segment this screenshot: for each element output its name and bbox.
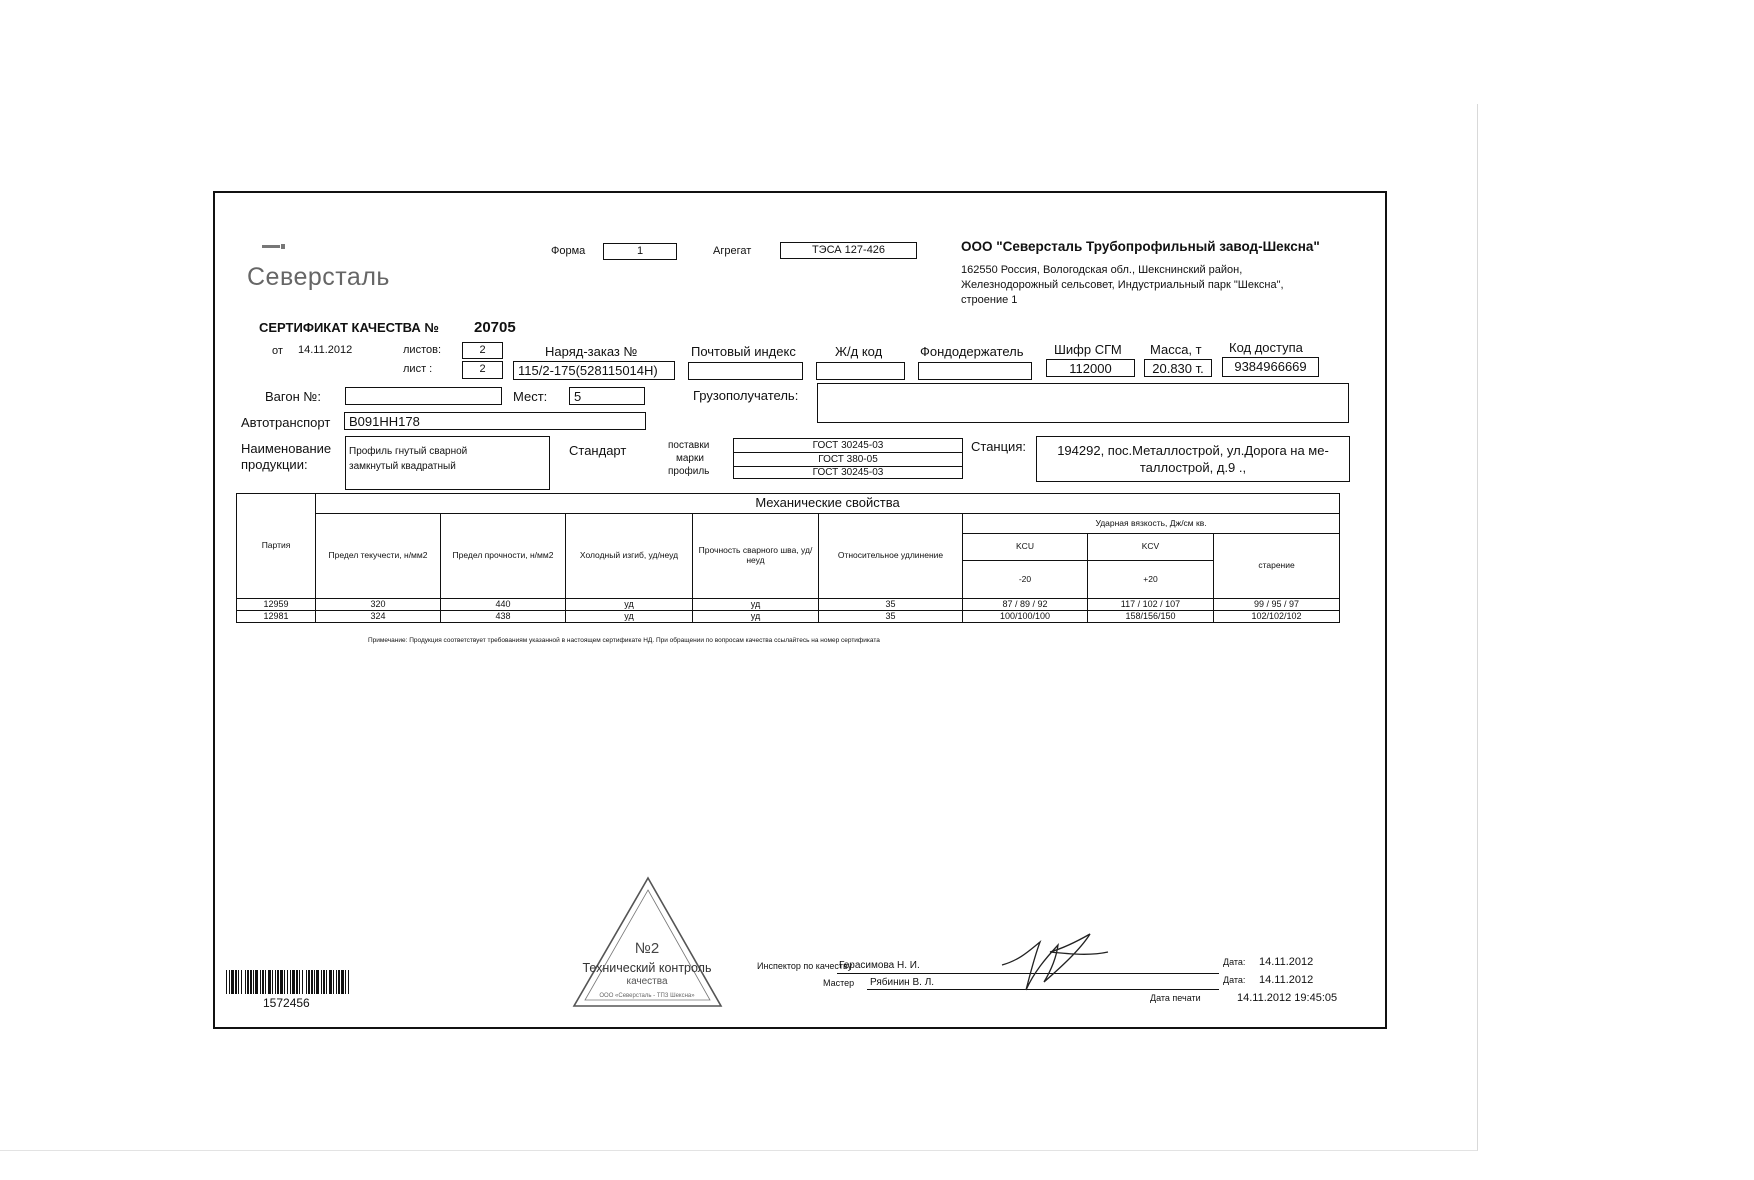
address-line-3: строение 1 [961, 294, 1018, 306]
cell-bend: уд [566, 611, 693, 623]
cell-strength: 438 [441, 611, 566, 623]
stamp-number: №2 [634, 940, 660, 957]
table-header-row-2 [237, 514, 1340, 534]
col-aging-header: старение [1214, 534, 1340, 599]
inspector-label: Инспектор по качеству [757, 961, 853, 971]
cell-bend: уд [566, 599, 693, 611]
cell-aging: 102/102/102 [1214, 611, 1340, 623]
certificate-number: 20705 [474, 319, 516, 336]
col-party-header: Партия [237, 494, 316, 599]
mass-label: Масса, т [1150, 342, 1202, 357]
table-row [237, 599, 1340, 611]
product-value-line-2: замкнутый квадратный [349, 461, 456, 472]
col-kcv-header: KCV [1088, 534, 1214, 561]
rail-code-label: Ж/д код [835, 344, 883, 359]
barcode-icon [226, 970, 350, 994]
address-line-2: Железнодорожный сельсовет, Индустриальный парк "Шексна", [961, 279, 1284, 291]
truck-value: В091НН178 [344, 412, 646, 430]
col-yield-header: Предел текучести, н/мм2 [316, 514, 441, 599]
aggregate-label: Агрегат [713, 245, 752, 257]
places-label: Мест: [513, 389, 548, 404]
station-label: Станция: [971, 439, 1026, 454]
order-label: Наряд-заказ № [545, 344, 638, 359]
certificate-title: СЕРТИФИКАТ КАЧЕСТВА № [259, 320, 439, 335]
fund-holder-label: Фондодержатель [920, 344, 1024, 359]
places-value: 5 [569, 387, 645, 405]
col-strength-header: Предел прочности, н/мм2 [441, 514, 566, 599]
product-value-line-1: Профиль гнутый сварной [349, 446, 468, 457]
col-kcu-header: KCU [963, 534, 1088, 561]
order-value: 115/2-175(528115014Н) [513, 361, 675, 380]
cell-kcv: 158/156/150 [1088, 611, 1214, 623]
company-name: ООО "Северсталь Трубопрофильный завод-Шексна" [961, 239, 1320, 254]
station-value [1036, 436, 1350, 482]
table-note: Примечание: Продукция соответствует требованиям указанной в настоящем сертификате НД. При обращении по вопросам качества ссылайтесь на номер сертификата [368, 637, 880, 644]
inspector-date: 14.11.2012 [1259, 956, 1314, 968]
cell-weld: уд [693, 599, 819, 611]
print-date: 14.11.2012 19:45:05 [1237, 992, 1338, 1004]
cell-kcv: 117 / 102 / 107 [1088, 599, 1214, 611]
product-label-1: Наименование [241, 441, 332, 456]
sheets-label: листов: [403, 344, 441, 356]
standard-label: Стандарт [569, 443, 627, 458]
cell-party: 12959 [237, 599, 316, 611]
severstal-logo: Северсталь [247, 263, 390, 291]
col-bend-header: Холодный изгиб, уд/неуд [566, 514, 693, 599]
consignee-label: Грузополучатель: [693, 388, 799, 403]
inspector-name: Герасимова Н. И. [839, 960, 920, 971]
sgm-value: 112000 [1046, 359, 1135, 377]
std-supply-value: ГОСТ 30245-03 [734, 439, 962, 453]
handwritten-signature [1000, 920, 1110, 1000]
form-label: Форма [551, 245, 586, 257]
inspector-date-label: Дата: [1223, 957, 1246, 967]
group-title-header: Механические свойства [316, 494, 1340, 514]
access-value: 9384966669 [1222, 357, 1319, 377]
master-name: Рябинин В. Л. [870, 977, 935, 988]
stamp-line-1: Технический контроль [582, 961, 712, 975]
consignee-value [817, 383, 1349, 423]
cell-kcu: 100/100/100 [963, 611, 1088, 623]
postal-label: Почтовый индекс [691, 344, 796, 359]
certificate-date: 14.11.2012 [298, 344, 353, 356]
col-weld-header: Прочность сварного шва, уд/неуд [693, 514, 819, 599]
cell-weld: уд [693, 611, 819, 623]
address-line-1: 162550 Россия, Вологодская обл., Шекснинский район, [961, 264, 1243, 276]
form-value: 1 [603, 243, 677, 260]
logo-mark-icon [262, 244, 286, 250]
station-value-line-2: таллострой, д.9 ., [1139, 460, 1247, 475]
wagon-label: Вагон №: [265, 389, 321, 404]
mechanical-properties-table [236, 493, 1340, 623]
cell-elongation: 35 [819, 599, 963, 611]
rail-code-value [816, 362, 905, 380]
sgm-label: Шифр СГМ [1054, 342, 1122, 357]
product-label-2: продукции: [241, 457, 308, 472]
fund-holder-value [918, 362, 1032, 380]
table-row [237, 611, 1340, 623]
sheet-value: 2 [462, 361, 503, 379]
impact-title-header: Ударная вязкость, Дж/см кв. [963, 514, 1340, 534]
cell-kcu: 87 / 89 / 92 [963, 599, 1088, 611]
col-elongation-header: Относительное удлинение [819, 514, 963, 599]
sheet-label: лист : [403, 363, 433, 375]
mass-value: 20.830 т. [1144, 359, 1212, 377]
stamp-bottom: ООО «Северсталь - ТПЗ Шексна» [599, 993, 695, 999]
sheets-value: 2 [462, 342, 503, 359]
station-value-line-1: 194292, пос.Металлострой, ул.Дорога на ме- [1057, 443, 1329, 458]
postal-value [688, 362, 803, 380]
std-grade-value: ГОСТ 380-05 [734, 453, 962, 467]
std-profile-value: ГОСТ 30245-03 [812, 467, 884, 478]
std-profile-label: профиль [668, 466, 710, 477]
master-date: 14.11.2012 [1259, 974, 1314, 986]
cell-strength: 440 [441, 599, 566, 611]
table-header-row-1 [237, 494, 1340, 514]
aggregate-value: ТЭСА 127-426 [780, 242, 917, 259]
master-date-label: Дата: [1223, 975, 1246, 985]
master-label: Мастер [823, 978, 855, 988]
cell-yield: 324 [316, 611, 441, 623]
wagon-value [345, 387, 502, 405]
cell-yield: 320 [316, 599, 441, 611]
stamp-line-2: качества [626, 976, 668, 987]
date-prefix: от [272, 345, 283, 357]
cell-party: 12981 [237, 611, 316, 623]
access-label: Код доступа [1229, 340, 1303, 355]
barcode-number: 1572456 [263, 996, 310, 1010]
product-value [345, 436, 550, 490]
cell-elongation: 35 [819, 611, 963, 623]
std-grade-label: марки [676, 453, 704, 464]
std-supply-label: поставки [668, 440, 710, 451]
truck-label: Автотранспорт [241, 415, 331, 430]
kcv-temp: +20 [1088, 561, 1214, 599]
standards-box [733, 438, 963, 479]
print-date-label: Дата печати [1150, 993, 1201, 1003]
kcu-temp: -20 [963, 561, 1088, 599]
cell-aging: 99 / 95 / 97 [1214, 599, 1340, 611]
